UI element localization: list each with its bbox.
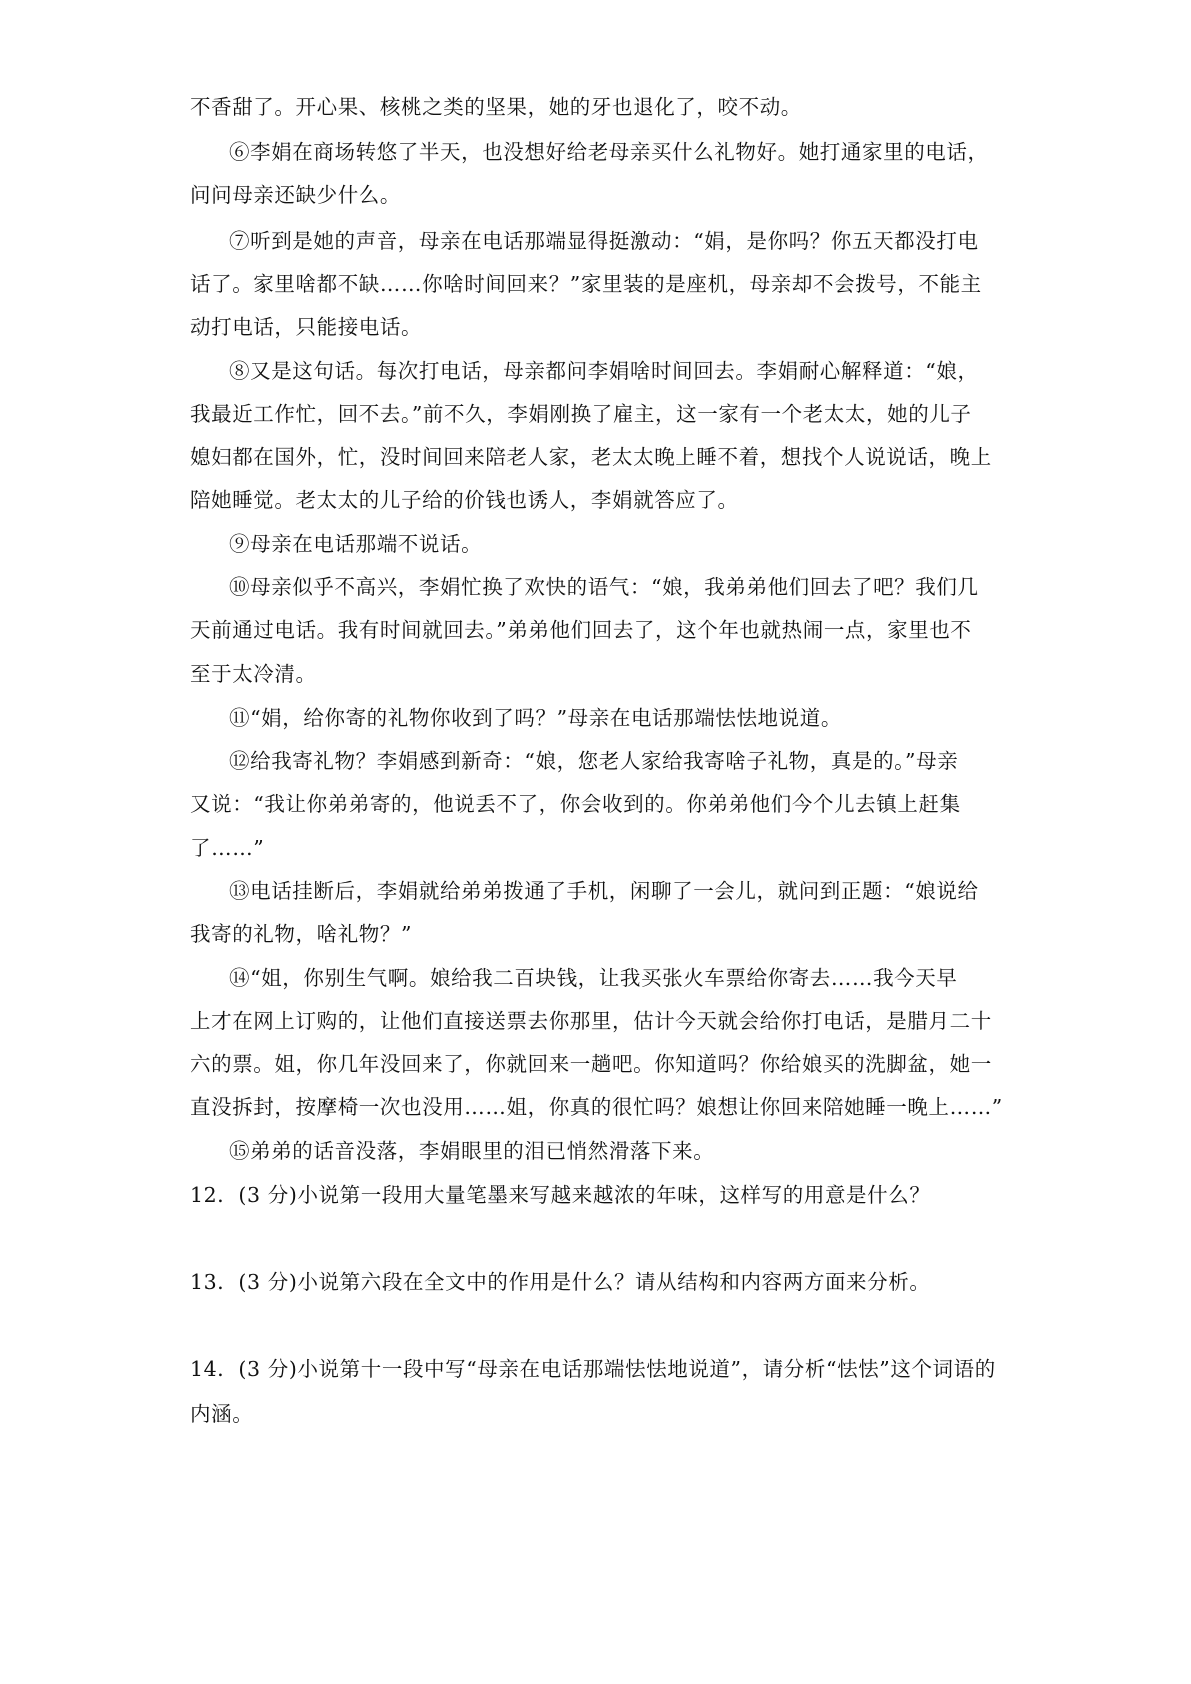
text-line: 动打电话，只能接电话。 <box>190 315 423 339</box>
text-line: ⑫给我寄礼物？李娟感到新奇：“娘，您老人家给我寄啥子礼物，真是的。”母亲 <box>229 749 959 773</box>
text-line: 天前通过电话。我有时间就回去。”弟弟他们回去了，这个年也就热闹一点，家里也不 <box>190 618 972 642</box>
text-line: ⑭“姐，你别生气啊。娘给我二百块钱，让我买张火车票给你寄去……我今天早 <box>229 966 958 990</box>
question-14-continuation: 内涵。 <box>190 1402 254 1426</box>
text-line: 陪她睡觉。老太太的儿子给的价钱也诱人，李娟就答应了。 <box>190 488 739 512</box>
text-line: 至于太冷清。 <box>190 662 317 686</box>
question-12: 12．(3 分)小说第一段用大量笔墨来写越来越浓的年味，这样写的用意是什么？ <box>190 1183 931 1207</box>
text-line: ⑨母亲在电话那端不说话。 <box>229 532 483 556</box>
text-line: 上才在网上订购的，让他们直接送票去你那里，估计今天就会给你打电话，是腊月二十 <box>190 1009 992 1033</box>
text-line: 六的票。姐，你几年没回来了，你就回来一趟吧。你知道吗？你给娘买的洗脚盆，她一 <box>190 1052 992 1076</box>
text-line: 媳妇都在国外，忙，没时间回来陪老人家，老太太晚上睡不着，想找个人说说话，晚上 <box>190 445 992 469</box>
text-line: 问问母亲还缺少什么。 <box>190 183 401 207</box>
text-line: 又说：“我让你弟弟寄的，他说丢不了，你会收到的。你弟弟他们今个儿去镇上赶集 <box>190 792 961 816</box>
question-13: 13．(3 分)小说第六段在全文中的作用是什么？请从结构和内容两方面来分析。 <box>190 1270 931 1294</box>
text-line: 我最近工作忙，回不去。”前不久，李娟刚换了雇主，这一家有一个老太太，她的儿子 <box>190 402 972 426</box>
text-line: 我寄的礼物，啥礼物？” <box>190 922 413 946</box>
text-line: ⑩母亲似乎不高兴，李娟忙换了欢快的语气：“娘，我弟弟他们回去了吧？我们几 <box>229 575 979 599</box>
text-line: 直没拆封，按摩椅一次也没用……姐，你真的很忙吗？娘想让你回来陪她睡一晚上……” <box>190 1095 1003 1119</box>
question-14: 14．(3 分)小说第十一段中写“母亲在电话那端怯怯地说道”，请分析“怯怯”这个词语的 <box>190 1357 996 1381</box>
text-line: 了……” <box>190 836 265 860</box>
text-line: 不香甜了。开心果、核桃之类的坚果，她的牙也退化了，咬不动。 <box>190 95 802 119</box>
text-line: ⑥李娟在商场转悠了半天，也没想好给老母亲买什么礼物好。她打通家里的电话， <box>229 140 989 164</box>
text-line: ⑮弟弟的话音没落，李娟眼里的泪已悄然滑落下来。 <box>229 1139 715 1163</box>
text-line: ⑪“娟，给你寄的礼物你收到了吗？”母亲在电话那端怯怯地说道。 <box>229 706 842 730</box>
text-line: ⑬电话挂断后，李娟就给弟弟拨通了手机，闲聊了一会儿，就问到正题：“娘说给 <box>229 879 979 903</box>
text-line: 话了。家里啥都不缺……你啥时间回来？”家里装的是座机，母亲却不会拨号，不能主 <box>190 272 982 296</box>
text-line: ⑦听到是她的声音，母亲在电话那端显得挺激动：“娟，是你吗？你五天都没打电 <box>229 229 979 253</box>
text-line: ⑧又是这句话。每次打电话，母亲都问李娟啥时间回去。李娟耐心解释道：“娘， <box>229 359 979 383</box>
